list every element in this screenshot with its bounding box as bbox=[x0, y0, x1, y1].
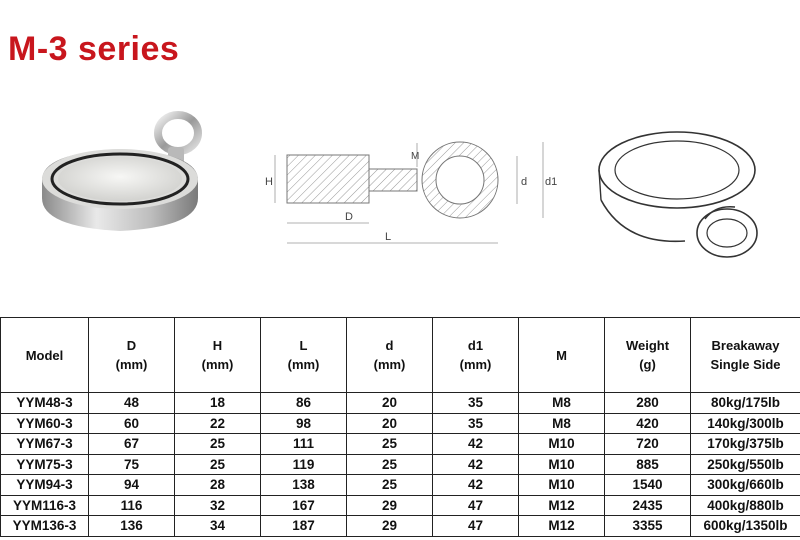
table-cell: 20 bbox=[347, 413, 433, 434]
column-header: Breakaway Single Side bbox=[691, 318, 800, 393]
table-cell: 28 bbox=[175, 475, 261, 496]
table-cell: 25 bbox=[347, 434, 433, 455]
table-cell: 48 bbox=[89, 393, 175, 414]
table-cell: 170kg/375lb bbox=[691, 434, 800, 455]
table-cell: M10 bbox=[519, 434, 605, 455]
product-photo bbox=[30, 105, 240, 255]
table-cell: 25 bbox=[175, 454, 261, 475]
table-cell: 94 bbox=[89, 475, 175, 496]
table-cell: 111 bbox=[261, 434, 347, 455]
table-cell: M8 bbox=[519, 393, 605, 414]
table-cell: 47 bbox=[433, 516, 519, 537]
column-header: H (mm) bbox=[175, 318, 261, 393]
table-cell: YYM67-3 bbox=[1, 434, 89, 455]
table-cell: 35 bbox=[433, 413, 519, 434]
label-d: d bbox=[521, 176, 528, 188]
table-cell: 80kg/175lb bbox=[691, 393, 800, 414]
column-header: L (mm) bbox=[261, 318, 347, 393]
table-cell: 42 bbox=[433, 434, 519, 455]
table-cell: 1540 bbox=[605, 475, 691, 496]
technical-drawing bbox=[245, 115, 565, 265]
table-cell: 34 bbox=[175, 516, 261, 537]
table-cell: 116 bbox=[89, 495, 175, 516]
column-header: Weight (g) bbox=[605, 318, 691, 393]
table-cell: 167 bbox=[261, 495, 347, 516]
table-cell: YYM75-3 bbox=[1, 454, 89, 475]
table-cell: 720 bbox=[605, 434, 691, 455]
table-cell: 75 bbox=[89, 454, 175, 475]
table-cell: 250kg/550lb bbox=[691, 454, 800, 475]
table-cell: 136 bbox=[89, 516, 175, 537]
column-header: Model bbox=[1, 318, 89, 393]
table-cell: 280 bbox=[605, 393, 691, 414]
table-row bbox=[1, 475, 800, 496]
table-cell: YYM136-3 bbox=[1, 516, 89, 537]
label-D: D bbox=[345, 211, 353, 223]
table-cell: 25 bbox=[347, 454, 433, 475]
table-cell: 60 bbox=[89, 413, 175, 434]
page-title: M-3 series bbox=[8, 30, 180, 68]
table-cell: 400kg/880lb bbox=[691, 495, 800, 516]
table-cell: 138 bbox=[261, 475, 347, 496]
product-sketch bbox=[585, 115, 785, 270]
table-cell: 300kg/660lb bbox=[691, 475, 800, 496]
table-cell: 86 bbox=[261, 393, 347, 414]
table-row bbox=[1, 393, 800, 414]
table-row bbox=[1, 495, 800, 516]
label-L: L bbox=[385, 231, 392, 243]
specs-table bbox=[0, 317, 800, 537]
table-cell: 420 bbox=[605, 413, 691, 434]
table-row bbox=[1, 413, 800, 434]
table-cell: M12 bbox=[519, 495, 605, 516]
table-cell: 22 bbox=[175, 413, 261, 434]
table-cell: 29 bbox=[347, 516, 433, 537]
table-cell: M10 bbox=[519, 475, 605, 496]
table-cell: 35 bbox=[433, 393, 519, 414]
table-cell: 2435 bbox=[605, 495, 691, 516]
label-d1: d1 bbox=[545, 176, 558, 188]
column-header: M bbox=[519, 318, 605, 393]
table-row bbox=[1, 454, 800, 475]
table-row bbox=[1, 434, 800, 455]
label-M: M bbox=[411, 151, 420, 162]
table-cell: 42 bbox=[433, 475, 519, 496]
table-cell: M12 bbox=[519, 516, 605, 537]
table-cell: 18 bbox=[175, 393, 261, 414]
table-header-row bbox=[1, 318, 800, 393]
table-cell: YYM94-3 bbox=[1, 475, 89, 496]
table-cell: M10 bbox=[519, 454, 605, 475]
column-header: d1 (mm) bbox=[433, 318, 519, 393]
table-cell: YYM48-3 bbox=[1, 393, 89, 414]
table-cell: 600kg/1350lb bbox=[691, 516, 800, 537]
table-cell: 187 bbox=[261, 516, 347, 537]
column-header: d (mm) bbox=[347, 318, 433, 393]
table-cell: YYM60-3 bbox=[1, 413, 89, 434]
column-header: D (mm) bbox=[89, 318, 175, 393]
table-cell: 42 bbox=[433, 454, 519, 475]
table-cell: M8 bbox=[519, 413, 605, 434]
table-cell: 98 bbox=[261, 413, 347, 434]
label-H: H bbox=[265, 176, 273, 188]
table-cell: 29 bbox=[347, 495, 433, 516]
table-cell: 32 bbox=[175, 495, 261, 516]
table-cell: 25 bbox=[347, 475, 433, 496]
table-cell: 67 bbox=[89, 434, 175, 455]
table-row bbox=[1, 516, 800, 537]
table-cell: 47 bbox=[433, 495, 519, 516]
table-cell: 140kg/300lb bbox=[691, 413, 800, 434]
table-cell: YYM116-3 bbox=[1, 495, 89, 516]
table-cell: 119 bbox=[261, 454, 347, 475]
table-cell: 3355 bbox=[605, 516, 691, 537]
table-cell: 20 bbox=[347, 393, 433, 414]
table-cell: 885 bbox=[605, 454, 691, 475]
table-cell: 25 bbox=[175, 434, 261, 455]
